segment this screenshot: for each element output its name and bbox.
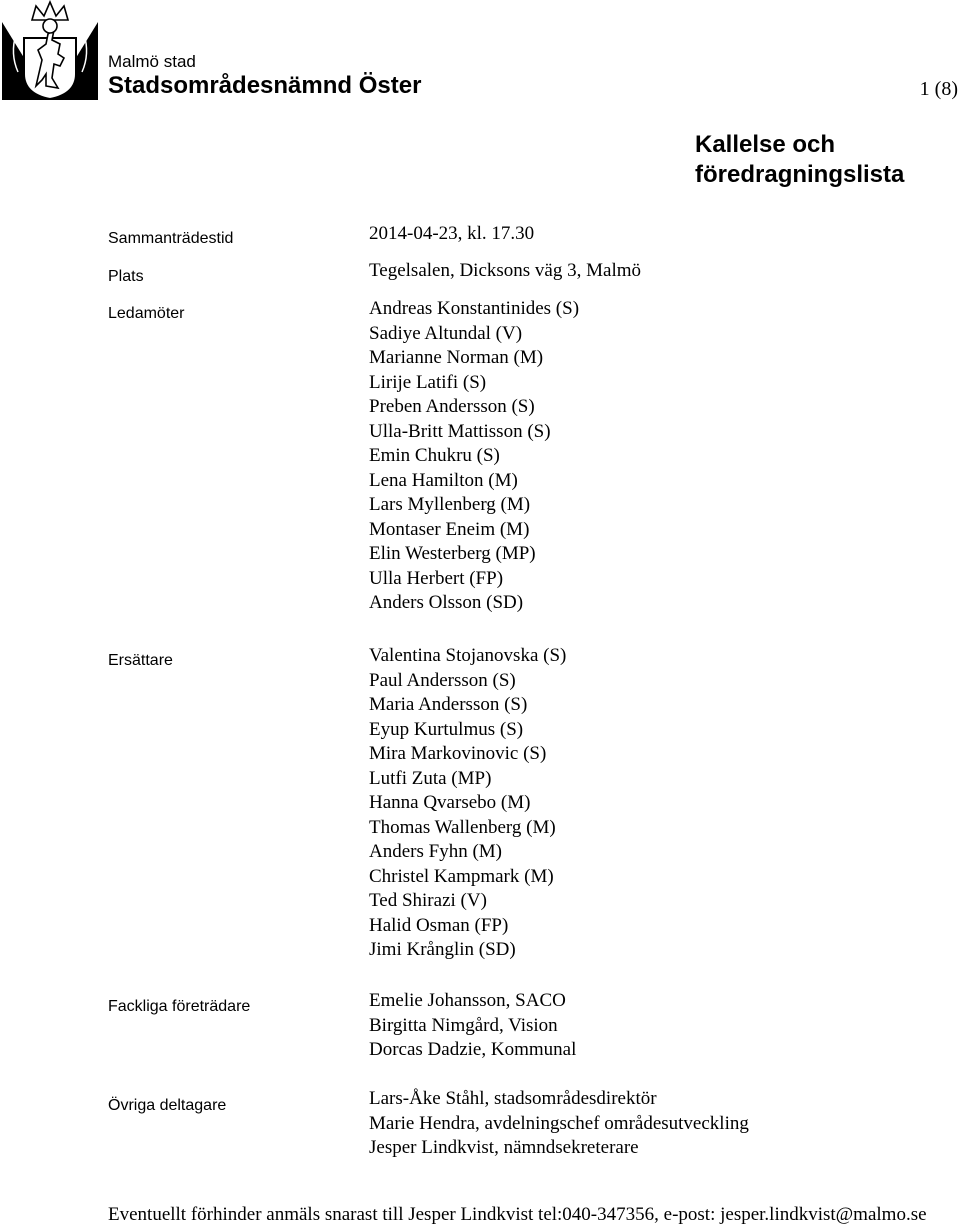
substitute-name: Mira Markovinovic (S): [369, 743, 547, 764]
document-title-line: Kallelse och: [695, 131, 836, 158]
member-name: Ulla Herbert (FP): [369, 567, 504, 589]
meeting-place-value: Tegelsalen, Dicksons väg 3, Malmö: [369, 260, 642, 281]
substitute-name: Jimi Krånglin (SD): [369, 939, 516, 960]
substitute-name: Lutfi Zuta (MP): [369, 767, 492, 789]
document-title-line: föredragningslista: [695, 161, 905, 188]
members-label: Ledamöter: [108, 305, 185, 322]
others-label: Övriga deltagare: [108, 1097, 227, 1114]
member-name: Montaser Eneim (M): [369, 518, 530, 540]
participant-name: Marie Hendra, avdelningschef områdesutveckling: [369, 1112, 749, 1134]
substitute-name: Anders Fyhn (M): [369, 841, 502, 862]
org-name: Malmö stad: [108, 52, 196, 71]
member-name: Elin Westerberg (MP): [369, 543, 536, 564]
meeting-place-label: Plats: [108, 268, 144, 285]
substitute-name: Thomas Wallenberg (M): [369, 816, 556, 838]
others-list: [369, 1087, 749, 1161]
member-name: Sadiye Altundal (V): [369, 322, 523, 344]
union-rep-name: Dorcas Dadzie, Kommunal: [369, 1039, 577, 1060]
board-name: Stadsområdesnämnd Öster: [108, 72, 422, 99]
substitute-name: Maria Andersson (S): [369, 694, 528, 715]
footer-note: Eventuellt förhinder anmäls snarast till Jesper Lindkvist tel:040-347356, e-post: jesper.lindkvist@malmo.se: [108, 1204, 927, 1225]
page-number: 1 (8): [919, 78, 958, 100]
member-name: Anders Olsson (SD): [369, 592, 524, 613]
member-name: Preben Andersson (S): [369, 396, 535, 417]
substitute-name: Ted Shirazi (V): [369, 890, 487, 911]
substitute-name: Christel Kampmark (M): [369, 865, 554, 887]
document-title: [695, 130, 904, 190]
union-reps-label: Fackliga företrädare: [108, 998, 251, 1015]
substitutes-label: Ersättare: [108, 652, 173, 669]
member-name: Lena Hamilton (M): [369, 469, 518, 491]
union-rep-name: Birgitta Nimgård, Vision: [369, 1014, 558, 1036]
union-reps-list: [369, 989, 576, 1063]
malmo-coat-of-arms-griffin-icon: [2, 0, 98, 100]
substitutes-list: [369, 644, 566, 963]
participant-name: Lars-Åke Ståhl, stadsområdesdirektör: [369, 1088, 657, 1109]
substitute-name: Valentina Stojanovska (S): [369, 645, 567, 666]
substitute-name: Halid Osman (FP): [369, 914, 509, 936]
member-name: Andreas Konstantinides (S): [369, 298, 580, 319]
substitute-name: Paul Andersson (S): [369, 669, 516, 691]
member-name: Lars Myllenberg (M): [369, 494, 531, 515]
member-name: Ulla-Britt Mattisson (S): [369, 420, 551, 442]
union-rep-name: Emelie Johansson, SACO: [369, 990, 566, 1011]
participant-name: Jesper Lindkvist, nämndsekreterare: [369, 1137, 639, 1158]
member-name: Marianne Norman (M): [369, 347, 544, 368]
meeting-date-label: Sammanträdestid: [108, 230, 234, 247]
members-list: [369, 297, 579, 616]
member-name: Lirije Latifi (S): [369, 371, 487, 393]
substitute-name: Hanna Qvarsebo (M): [369, 792, 531, 813]
substitute-name: Eyup Kurtulmus (S): [369, 718, 524, 740]
meeting-date-value: 2014-04-23, kl. 17.30: [369, 223, 535, 244]
member-name: Emin Chukru (S): [369, 445, 500, 466]
